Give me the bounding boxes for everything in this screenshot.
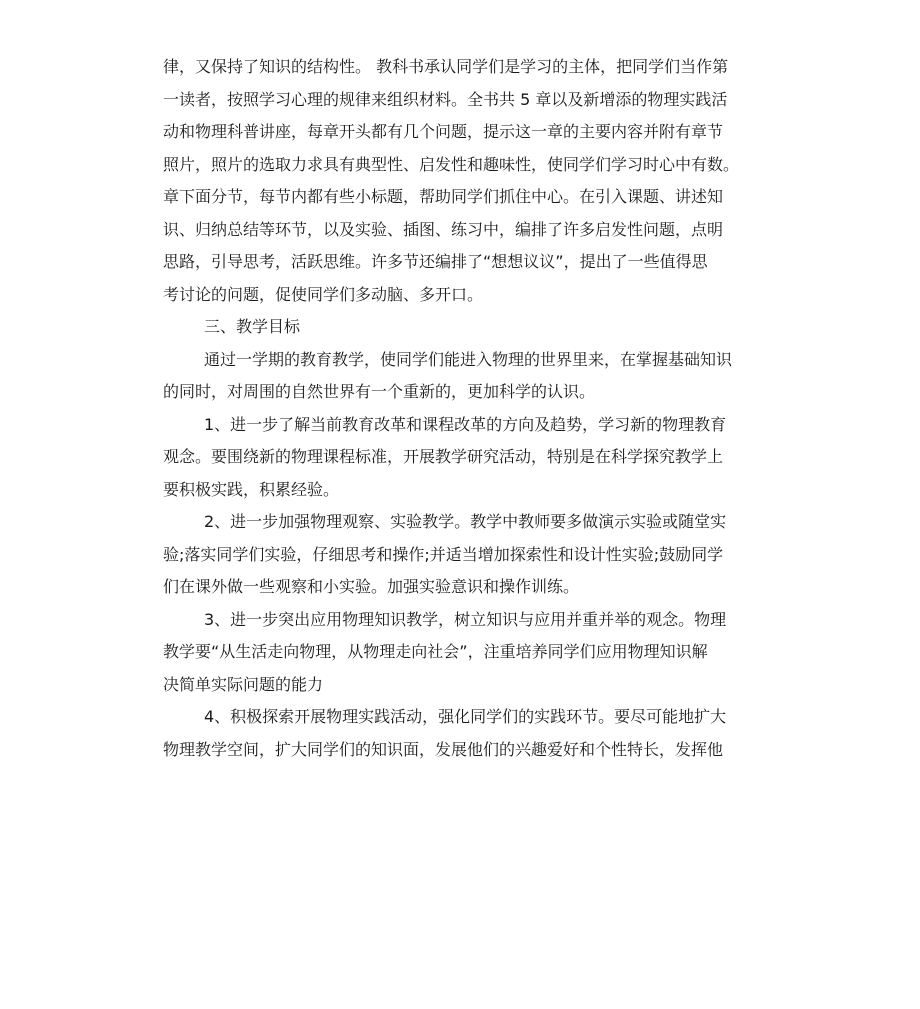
text-line: 章下面分节，每节内都有些小标题，帮助同学们抓住中心。在引入课题、讲述知 (163, 187, 724, 206)
text-line: 验;落实同学们实验，仔细思考和操作;并适当增加探索性和设计性实验;鼓励同学 (163, 544, 724, 564)
text-line: 们在课外做一些观察和小实验。加强实验意识和操作训练。 (163, 577, 580, 596)
paragraph (163, 701, 757, 766)
text-line: 考讨论的问题，促使同学们多动脑、多开口。 (163, 284, 484, 304)
text-line: 1、进一步了解当前教育改革和课程改革的方向及趋势，学习新的物理教育 (204, 414, 727, 434)
text-line: 2、进一步加强物理观察、实验教学。教学中教师要多做演示实验或随堂实 (204, 512, 727, 531)
text-line: 物理教学空间，扩大同学们的知识面，发展他们的兴趣爱好和个性特长，发挥他 (163, 739, 724, 759)
paragraph (163, 506, 757, 604)
text-line: 的同时，对周围的自然世界有一个重新的，更加科学的认识。 (163, 382, 596, 401)
paragraph (163, 344, 757, 409)
paragraph (163, 604, 757, 702)
paragraph (163, 409, 757, 507)
document-body (163, 51, 757, 766)
text-line: 律，又保持了知识的结构性。 教科书承认同学们是学习的主体，把同学们当作第 (163, 57, 729, 76)
text-line: 决简单实际问题的能力 (163, 674, 324, 694)
text-line: 动和物理科普讲座，每章开头都有几个问题，提示这一章的主要内容并附有章节 (163, 122, 724, 141)
paragraph (163, 51, 757, 311)
text-line: 一读者，按照学习心理的规律来组织材料。全书共 5 章以及新增添的物理实践活 (163, 89, 728, 109)
text-line: 通过一学期的教育教学，使同学们能进入物理的世界里来，在掌握基础知识 (204, 349, 733, 369)
text-line: 教学要“从生活走向物理，从物理走向社会”，注重培养同学们应用物理知识解 (163, 642, 708, 661)
text-line: 3、进一步突出应用物理知识教学，树立知识与应用并重并举的观念。物理 (204, 609, 727, 629)
text-line: 4、积极探索开展物理实践活动，强化同学们的实践环节。要尽可能地扩大 (204, 707, 727, 726)
text-line: 思路，引导思考，活跃思维。许多节还编排了“想想议议”，提出了一些值得思 (163, 252, 708, 271)
text-line: 照片，照片的选取力求具有典型性、启发性和趣味性，使同学们学习时心中有数。 (163, 154, 740, 174)
text-line: 要积极实践，积累经验。 (163, 479, 340, 499)
text-line: 三、教学目标 (204, 317, 301, 336)
text-line: 识、归纳总结等环节，以及实验、插图、练习中，编排了许多启发性问题，点明 (163, 219, 724, 239)
text-line: 观念。要围绕新的物理课程标准，开展教学研究活动，特别是在科学探究教学上 (163, 447, 724, 466)
section-heading (163, 311, 757, 344)
